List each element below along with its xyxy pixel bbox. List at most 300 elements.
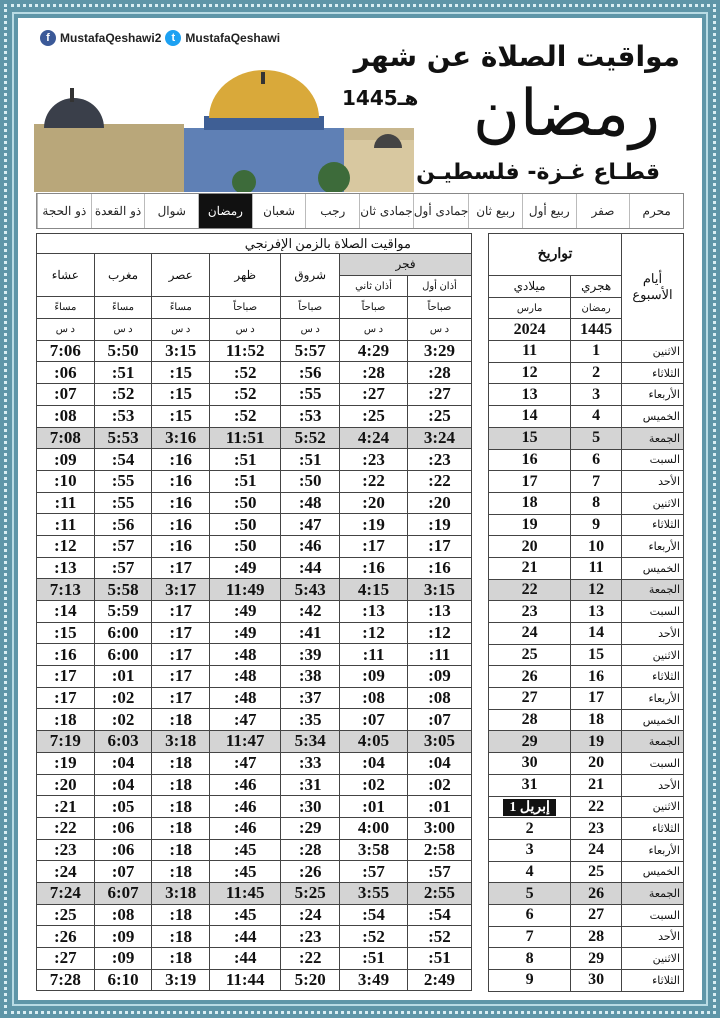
prayer-row — [37, 817, 472, 839]
time-cell: 7:28 — [37, 969, 95, 991]
date-row — [489, 948, 684, 970]
time-cell: :07 — [94, 861, 152, 883]
weekday: الأربعاء — [622, 384, 684, 406]
time-cell: :25 — [340, 405, 408, 427]
hijri-months-bar — [36, 193, 684, 229]
time-cell: :12 — [340, 622, 408, 644]
time-cell: 3:29 — [407, 340, 471, 362]
miladi-date: 9 — [489, 970, 571, 992]
weekday: الأربعاء — [622, 536, 684, 558]
miladi-date: 4 — [489, 861, 571, 883]
hijri-date: 23 — [571, 818, 622, 840]
time-cell: :19 — [340, 514, 408, 536]
time-cell: :52 — [210, 362, 281, 384]
prayer-row — [37, 752, 472, 774]
time-cell: 3:15 — [152, 340, 210, 362]
time-cell: 5:20 — [281, 969, 340, 991]
month-tab: جمادى أول — [413, 194, 468, 228]
time-cell: :23 — [281, 926, 340, 948]
time-cell: :16 — [152, 449, 210, 471]
time-cell: :55 — [94, 492, 152, 514]
unit-label: د س — [37, 319, 95, 341]
time-cell: :48 — [210, 687, 281, 709]
prayer-row — [37, 774, 472, 796]
time-cell: :16 — [37, 644, 95, 666]
period-label: مساءً — [94, 297, 152, 319]
time-cell: :15 — [152, 362, 210, 384]
time-cell: 2:49 — [407, 969, 471, 991]
time-cell: :23 — [340, 449, 408, 471]
weekday: السبت — [622, 449, 684, 471]
weekday: الثلاثاء — [622, 362, 684, 384]
time-cell: 3:24 — [407, 427, 471, 449]
time-cell: :44 — [210, 948, 281, 970]
time-cell: :18 — [152, 948, 210, 970]
time-cell: :49 — [210, 601, 281, 623]
unit-label: د س — [210, 319, 281, 341]
page-title: مواقيت الصلاة عن شهر — [353, 40, 680, 73]
time-cell: :09 — [94, 926, 152, 948]
weekday: الاثنين — [622, 644, 684, 666]
time-cell: :33 — [281, 752, 340, 774]
time-cell: 5:58 — [94, 579, 152, 601]
time-cell: :28 — [281, 839, 340, 861]
date-row — [489, 623, 684, 645]
time-cell: :02 — [407, 774, 471, 796]
time-cell: 6:10 — [94, 969, 152, 991]
miladi-date: 24 — [489, 623, 571, 645]
time-cell: :52 — [210, 384, 281, 406]
date-row — [489, 666, 684, 688]
time-cell: :01 — [94, 666, 152, 688]
time-cell: :04 — [407, 752, 471, 774]
time-cell: :17 — [152, 666, 210, 688]
time-cell: :13 — [407, 601, 471, 623]
prayer-row — [37, 601, 472, 623]
weekday: الاثنين — [622, 948, 684, 970]
miladi-date: 6 — [489, 904, 571, 926]
date-row — [489, 471, 684, 493]
date-row — [489, 731, 684, 753]
time-cell: :54 — [94, 449, 152, 471]
hijri-date: 9 — [571, 514, 622, 536]
date-row — [489, 557, 684, 579]
time-cell: :54 — [340, 904, 408, 926]
time-cell: :09 — [407, 666, 471, 688]
time-cell: :52 — [210, 405, 281, 427]
weekday: الأحد — [622, 774, 684, 796]
miladi-date: 13 — [489, 384, 571, 406]
prayer-row — [37, 709, 472, 731]
time-cell: :18 — [152, 861, 210, 883]
hijri-date: 26 — [571, 883, 622, 905]
prayer-row — [37, 926, 472, 948]
time-cell: 5:50 — [94, 340, 152, 362]
time-cell: :50 — [210, 535, 281, 557]
hijri-date: 24 — [571, 839, 622, 861]
month-tab: رمضان — [198, 194, 252, 228]
time-cell: :47 — [210, 752, 281, 774]
time-cell: :51 — [340, 948, 408, 970]
time-cell: :24 — [281, 904, 340, 926]
time-cell: :57 — [407, 861, 471, 883]
time-cell: :45 — [210, 839, 281, 861]
time-cell: :48 — [281, 492, 340, 514]
time-cell: 5:25 — [281, 882, 340, 904]
weekday: الخميس — [622, 557, 684, 579]
month-tab: رجب — [305, 194, 359, 228]
weekday: الثلاثاء — [622, 818, 684, 840]
unit-label: د س — [340, 319, 408, 341]
time-cell: :16 — [152, 470, 210, 492]
weekday: الثلاثاء — [622, 970, 684, 992]
hijri-date: 14 — [571, 623, 622, 645]
dates-table — [488, 233, 684, 992]
time-cell: :52 — [407, 926, 471, 948]
time-cell: :17 — [152, 601, 210, 623]
date-row — [489, 644, 684, 666]
date-row — [489, 688, 684, 710]
time-cell: :20 — [37, 774, 95, 796]
time-cell: :22 — [407, 470, 471, 492]
time-cell: :57 — [94, 557, 152, 579]
prayer-row — [37, 666, 472, 688]
time-cell: :18 — [152, 817, 210, 839]
prayer-row — [37, 882, 472, 904]
time-cell: :17 — [37, 666, 95, 688]
time-cell: 5:57 — [281, 340, 340, 362]
prayer-row — [37, 904, 472, 926]
hijri-date: 5 — [571, 427, 622, 449]
time-cell: 11:47 — [210, 731, 281, 753]
time-cell: :37 — [281, 687, 340, 709]
month-change-badge: 1 إبريل — [503, 799, 556, 816]
time-cell: :20 — [407, 492, 471, 514]
miladi-date: 28 — [489, 709, 571, 731]
time-cell: :42 — [281, 601, 340, 623]
time-cell: :20 — [340, 492, 408, 514]
hijri-year: 1445هـ — [342, 86, 419, 110]
time-cell: :08 — [37, 405, 95, 427]
time-cell: :35 — [281, 709, 340, 731]
time-cell: :27 — [407, 384, 471, 406]
time-cell: 7:13 — [37, 579, 95, 601]
hijri-date: 8 — [571, 492, 622, 514]
period-label: مساءً — [37, 297, 95, 319]
weekday: الأحد — [622, 623, 684, 645]
date-row — [489, 970, 684, 992]
time-cell: :13 — [340, 601, 408, 623]
time-cell: 3:16 — [152, 427, 210, 449]
col-adhan2: أذان ثاني — [340, 275, 408, 297]
date-row — [489, 492, 684, 514]
time-cell: :15 — [37, 622, 95, 644]
prayer-row — [37, 340, 472, 362]
weekday: الخميس — [622, 709, 684, 731]
time-cell: :38 — [281, 666, 340, 688]
time-cell: :22 — [340, 470, 408, 492]
prayer-row — [37, 362, 472, 384]
time-cell: :24 — [37, 861, 95, 883]
time-cell: 5:43 — [281, 579, 340, 601]
period-label: صباحاً — [281, 297, 340, 319]
time-cell: :25 — [407, 405, 471, 427]
time-cell: :26 — [281, 861, 340, 883]
time-cell: 4:05 — [340, 731, 408, 753]
time-cell: :18 — [37, 709, 95, 731]
time-cell: 6:07 — [94, 882, 152, 904]
time-cell: :48 — [210, 644, 281, 666]
time-cell: :52 — [340, 926, 408, 948]
time-cell: :25 — [37, 904, 95, 926]
time-cell: :56 — [281, 362, 340, 384]
time-cell: :17 — [152, 557, 210, 579]
hijri-date: 25 — [571, 861, 622, 883]
date-row — [489, 796, 684, 818]
time-cell: :45 — [210, 861, 281, 883]
time-cell: :53 — [94, 405, 152, 427]
miladi-date: 27 — [489, 688, 571, 710]
time-cell: :16 — [407, 557, 471, 579]
time-cell: :15 — [152, 405, 210, 427]
time-cell: 3:17 — [152, 579, 210, 601]
time-cell: :46 — [281, 535, 340, 557]
time-cell: :17 — [152, 622, 210, 644]
facebook-icon: f — [40, 30, 56, 46]
prayer-row — [37, 384, 472, 406]
col-asr: عصر — [152, 254, 210, 297]
social-handles — [40, 30, 280, 46]
time-cell: :16 — [152, 492, 210, 514]
date-row — [489, 861, 684, 883]
time-cell: :08 — [407, 687, 471, 709]
prayer-row — [37, 687, 472, 709]
hijri-date: 12 — [571, 579, 622, 601]
month-tab: شوال — [144, 194, 198, 228]
time-cell: 4:00 — [340, 817, 408, 839]
miladi-date: 21 — [489, 557, 571, 579]
date-row — [489, 449, 684, 471]
time-cell: :09 — [340, 666, 408, 688]
time-cell: :51 — [210, 449, 281, 471]
time-cell: :55 — [94, 470, 152, 492]
time-cell: :17 — [407, 535, 471, 557]
time-cell: :51 — [281, 449, 340, 471]
hijri-date: 11 — [571, 557, 622, 579]
time-cell: :08 — [340, 687, 408, 709]
miladi-year: 2024 — [489, 319, 571, 341]
time-cell: :11 — [37, 492, 95, 514]
miladi-date: 2 — [489, 818, 571, 840]
weekday: الثلاثاء — [622, 666, 684, 688]
weekday: السبت — [622, 753, 684, 775]
time-cell: :21 — [37, 796, 95, 818]
time-cell: :16 — [340, 557, 408, 579]
time-cell: 3:58 — [340, 839, 408, 861]
miladi-date: 12 — [489, 362, 571, 384]
time-cell: :02 — [340, 774, 408, 796]
time-cell: :50 — [210, 492, 281, 514]
date-row — [489, 341, 684, 363]
miladi-date: 5 — [489, 883, 571, 905]
miladi-date: 23 — [489, 601, 571, 623]
time-cell: :27 — [37, 948, 95, 970]
date-row — [489, 883, 684, 905]
time-cell: :07 — [340, 709, 408, 731]
prayer-row — [37, 948, 472, 970]
time-cell: 11:44 — [210, 969, 281, 991]
weekday: الأحد — [622, 471, 684, 493]
time-cell: :12 — [407, 622, 471, 644]
miladi-date: 26 — [489, 666, 571, 688]
miladi-date: 31 — [489, 774, 571, 796]
time-cell: 3:05 — [407, 731, 471, 753]
time-cell: :28 — [340, 362, 408, 384]
prayer-row — [37, 796, 472, 818]
date-row — [489, 362, 684, 384]
date-row — [489, 904, 684, 926]
hijri-date: 6 — [571, 449, 622, 471]
miladi-date: 17 — [489, 471, 571, 493]
twitter-icon: t — [165, 30, 181, 46]
time-cell: :26 — [37, 926, 95, 948]
date-row — [489, 774, 684, 796]
month-tab: ربيع أول — [522, 194, 576, 228]
mosque-illustration — [34, 68, 414, 192]
time-cell: 6:00 — [94, 644, 152, 666]
miladi-date: 25 — [489, 644, 571, 666]
col-shuruq: شروق — [281, 254, 340, 297]
time-cell: 2:58 — [407, 839, 471, 861]
time-cell: :07 — [407, 709, 471, 731]
time-cell: :10 — [37, 470, 95, 492]
time-cell: 5:34 — [281, 731, 340, 753]
prayer-row — [37, 492, 472, 514]
miladi-date: 20 — [489, 536, 571, 558]
time-cell: :02 — [94, 687, 152, 709]
time-cell: 6:00 — [94, 622, 152, 644]
prayer-times-table — [36, 233, 472, 991]
month-tab: شعبان — [252, 194, 306, 228]
time-cell: :29 — [281, 817, 340, 839]
miladi-date: 8 — [489, 948, 571, 970]
time-cell: 4:24 — [340, 427, 408, 449]
hijri-year-cell: 1445 — [571, 319, 622, 341]
time-cell: :13 — [37, 557, 95, 579]
time-cell: :52 — [94, 384, 152, 406]
time-cell: :09 — [94, 948, 152, 970]
prayer-row — [37, 514, 472, 536]
weekday: الخميس — [622, 861, 684, 883]
time-cell: :15 — [152, 384, 210, 406]
dates-caption: تواريخ — [489, 234, 622, 276]
twitter-handle[interactable]: MustafaQeshawi — [185, 31, 281, 45]
time-cell: :18 — [152, 796, 210, 818]
time-cell: :45 — [210, 904, 281, 926]
time-cell: :56 — [94, 514, 152, 536]
prayer-row — [37, 579, 472, 601]
weekday: السبت — [622, 601, 684, 623]
time-cell: 3:00 — [407, 817, 471, 839]
time-cell: :41 — [281, 622, 340, 644]
time-cell: :46 — [210, 774, 281, 796]
period-label: مساءً — [152, 297, 210, 319]
prayer-row — [37, 839, 472, 861]
date-row — [489, 818, 684, 840]
col-dhuhr: ظهر — [210, 254, 281, 297]
time-cell: :50 — [210, 514, 281, 536]
prayer-row — [37, 449, 472, 471]
prayer-row — [37, 969, 472, 991]
month-tab: محرم — [629, 194, 683, 228]
hijri-date: 30 — [571, 970, 622, 992]
time-cell: :49 — [210, 622, 281, 644]
time-cell: :11 — [340, 644, 408, 666]
time-cell: :57 — [340, 861, 408, 883]
hijri-date: 3 — [571, 384, 622, 406]
date-row — [489, 579, 684, 601]
time-cell: :12 — [37, 535, 95, 557]
time-cell: :07 — [37, 384, 95, 406]
hijri-date: 10 — [571, 536, 622, 558]
unit-label: د س — [407, 319, 471, 341]
weekday: الاثنين — [622, 341, 684, 363]
time-cell: :50 — [281, 470, 340, 492]
miladi-date: 29 — [489, 731, 571, 753]
hijri-date: 22 — [571, 796, 622, 818]
time-cell: :44 — [210, 926, 281, 948]
miladi-date: 14 — [489, 406, 571, 428]
time-cell: 11:51 — [210, 427, 281, 449]
time-cell: :18 — [152, 709, 210, 731]
time-cell: 2:55 — [407, 882, 471, 904]
facebook-handle[interactable]: MustafaQeshawi2 — [60, 31, 162, 45]
time-cell: :05 — [94, 796, 152, 818]
time-cell: :48 — [210, 666, 281, 688]
miladi-date: 11 — [489, 341, 571, 363]
time-cell: :57 — [94, 535, 152, 557]
time-cell: :02 — [94, 709, 152, 731]
time-cell: :06 — [94, 839, 152, 861]
weekday: الجمعة — [622, 883, 684, 905]
time-cell: :11 — [407, 644, 471, 666]
time-cell: :51 — [407, 948, 471, 970]
time-cell: :18 — [152, 926, 210, 948]
time-cell: :54 — [407, 904, 471, 926]
date-row — [489, 384, 684, 406]
time-cell: :18 — [152, 774, 210, 796]
time-cell: :46 — [210, 796, 281, 818]
col-maghrib: مغرب — [94, 254, 152, 297]
time-cell: :53 — [281, 405, 340, 427]
time-cell: :18 — [152, 904, 210, 926]
month-tab: ربيع ثان — [468, 194, 522, 228]
time-cell: :06 — [94, 817, 152, 839]
miladi-date: 30 — [489, 753, 571, 775]
hijri-month: رمضان — [571, 297, 622, 319]
date-row — [489, 536, 684, 558]
time-cell: :14 — [37, 601, 95, 623]
prayer-row — [37, 535, 472, 557]
col-adhan1: أذان أول — [407, 275, 471, 297]
hijri-date: 1 — [571, 341, 622, 363]
time-cell: :22 — [281, 948, 340, 970]
hijri-date: 21 — [571, 774, 622, 796]
prayer-row — [37, 622, 472, 644]
time-cell: 5:53 — [94, 427, 152, 449]
prayer-table-caption: مواقيت الصلاة بالزمن الإفرنجي — [37, 234, 472, 254]
time-cell: 4:15 — [340, 579, 408, 601]
